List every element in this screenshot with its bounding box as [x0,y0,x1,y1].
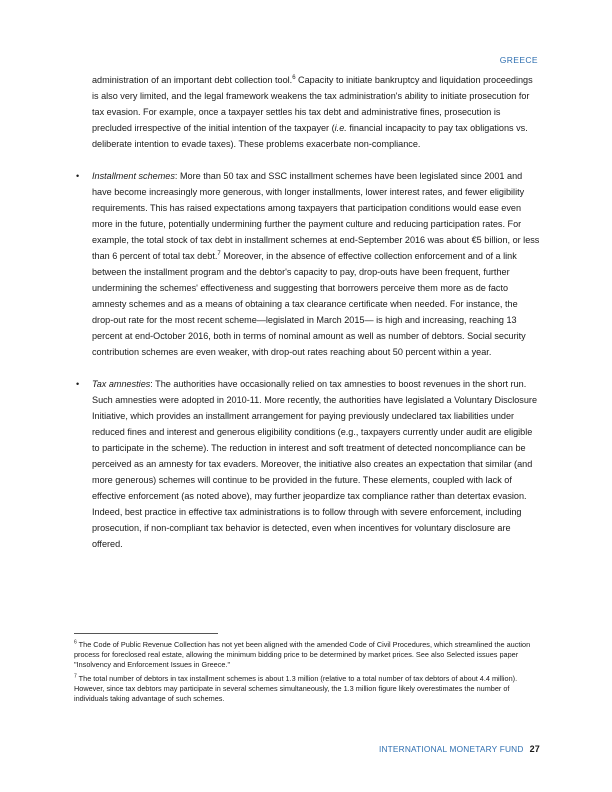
bullet-paragraph [92,376,540,552]
footnotes [74,640,540,708]
footnote-ref-6[interactable]: 6 [292,74,296,81]
intro-ie: i.e. [334,123,347,133]
footnote-7 [74,674,540,704]
footnote-text: The Code of Public Revenue Collection has not yet been aligned with the amended Code of Civil Procedures, which streamlined the auction process for foreclosed real estate, allowing the minimum bidding price to be determined by market prices. See also Selected issues paper "Insolvency and Enforcement Issues in Greece." [74,640,531,669]
bullet-paragraph [92,168,540,360]
bullet-text-a: : More than 50 tax and SSC installment schemes have been legislated since 2001 and have become increasingly more generous, with longer installments, lower interest rates, and fewer eligibility requirements. This has raised expectations among taxpayers that participation conditions would ease even more in the future, potentially undermining further the payment culture and reducing participation rates. For example, the total stock of tax debt in installment schemes at end-September 2016 was about €5 billion, or less than 6 percent of total tax debt. [92,171,540,261]
intro-text-c: financial incapacity to pay tax obligations vs. deliberate intention to evade taxes). These problems exacerbate non-compliance. [92,123,528,149]
footer-org: INTERNATIONAL MONETARY FUND [378,744,524,754]
footnote-text: The total number of debtors in tax installment schemes is about 1.3 million (relative to a total number of tax debtors of about 4.4 million). However, since tax debtors may participate in several schemes simultaneously, the 1.3 million figure likely overestimates the number of individuals taking advantage of such schemes. [74,674,518,703]
bullet-lead: Installment schemes [92,171,175,181]
bullet-text-b: Moreover, in the absence of effective collection enforcement and of a link between the installment program and the debtor's capacity to pay, drop-outs have been frequent, further undermining the schemes' effectiveness and suggesting that borrowers perceive them more as de facto amnesty schemes and as a means of obtaining a tax clearance certificate when needed. For instance, the drop-out rate for the most recent scheme—legislated in March 2015— is high and increasing, reaching 13 percent at end-October 2016, both in terms of nominal amount as well as number of debtors. Social security contribution schemes are even weaker, with drop-out rates reaching about 50 percent within a year. [92,251,526,357]
footnote-number: 7 [74,673,77,680]
intro-text-a: administration of an important debt collection tool. [92,75,293,85]
bullet-dot-icon: • [76,171,80,181]
bullet-dot-icon: • [76,379,80,389]
bullet-tax-amnesties [74,376,540,552]
bullet-lead: Tax amnesties [92,379,151,389]
running-header: GREECE [499,55,538,65]
intro-paragraph [74,72,540,152]
bullet-text-a: : The authorities have occasionally relied on tax amnesties to boost revenues in the short run. Such amnesties were adopted in 2010-11. More recently, the authorities have legislated a Voluntary Disclosure Initiative, which provides an installment arrangement for paying previously undeclared tax liabilities under reduced fines and interest and generous eligibility conditions (e.g., taxpayers currently under audit are eligible to participate in the scheme). The reduction in interest and soft treatment of detected noncompliance can be perceived as an amnesty for tax evaders. Moreover, the initiative also creates an expectation that similar (and more generous) schemes will continue to be provided in the future. These elements, coupled with lack of effective enforcement (as noted above), may further jeopardize tax compliance rather than detertax evasion. Indeed, best practice in effective tax administrations is to follow through with severe enforcement, including prosecution, if non-compliant tax behavior is detected, even when incentives for voluntary disclosure are offered. [92,379,538,549]
body-text [74,72,540,552]
footnote-6 [74,640,540,670]
bullet-installment-schemes [74,168,540,360]
footnote-ref-7[interactable]: 7 [217,250,221,257]
page-number: 27 [529,744,540,754]
footnote-divider [74,633,218,634]
footnote-number: 6 [74,639,77,646]
intro-text-b: Capacity to initiate bankruptcy and liquidation proceedings is also very limited, and the legal framework weakens the tax administration's ability to initiate prosecution for tax evasion. For example, once a taxpayer settles his tax debt and administrative fines, prosecution is precluded irrespective of the initial intention of the taxpayer ( [92,75,533,133]
page-footer [360,744,540,754]
